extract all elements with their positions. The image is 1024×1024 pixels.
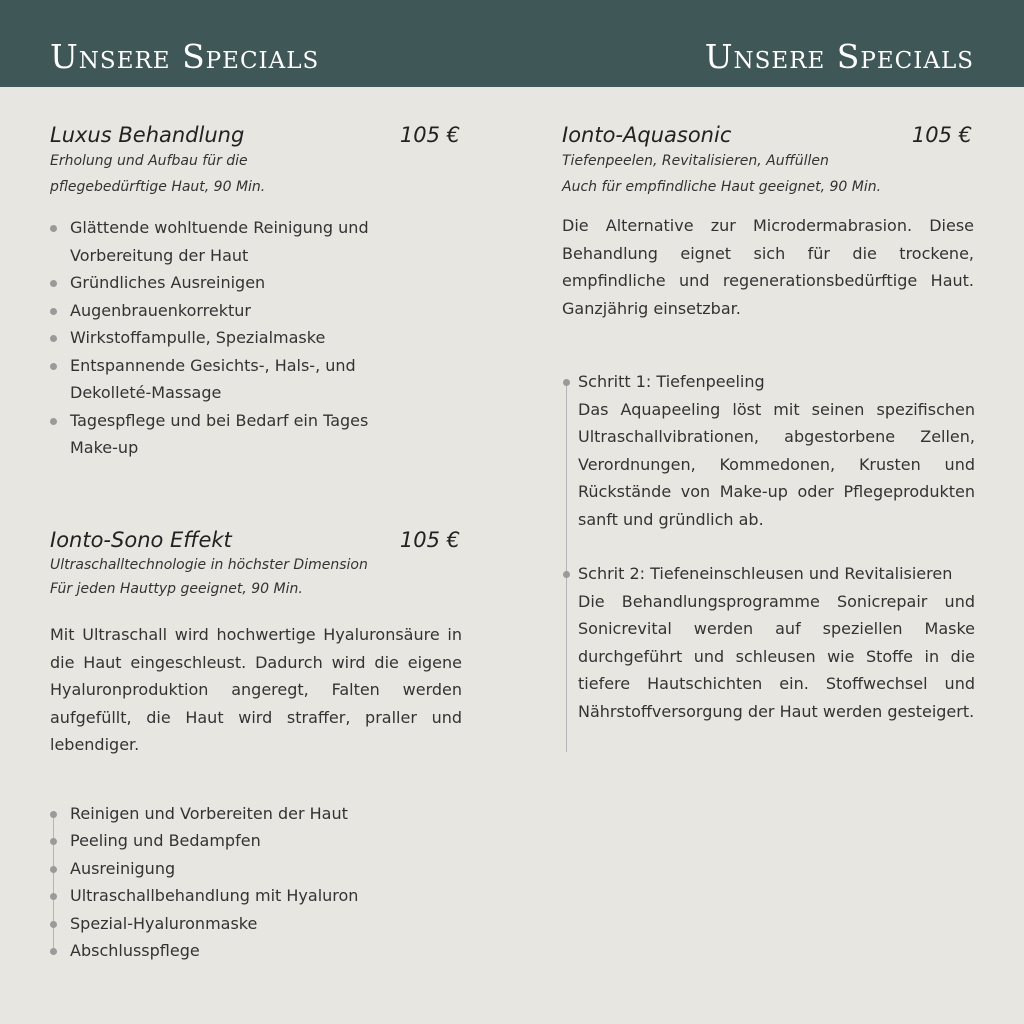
step-2-text: Die Behandlungsprogramme Sonicrepair und Sonicrevital werden auf speziellen Maske durchgeführt und schleusen wie Stoffe in die tiefere Hautschichten ein. Stoffwechsel und Nährstoffversorgung der Haut werden gesteigert. — [578, 591, 975, 721]
luxus-subtitle-1: Erholung und Aufbau für die — [50, 153, 248, 169]
luxus-subtitle-2: pflegebedürftige Haut, 90 Min. — [50, 179, 266, 195]
bullet-dot-icon — [50, 363, 57, 370]
sono-subtitle-2: Für jeden Hauttyp geeignet, 90 Min. — [50, 581, 303, 597]
header-bar — [0, 0, 1024, 87]
bullet-dot-icon — [50, 866, 57, 873]
list-item: Reinigen und Vorbereiten der Haut — [50, 800, 462, 828]
header-title-right: Unsere Specials — [704, 37, 974, 76]
bullet-dot-icon — [50, 893, 57, 900]
bullet-dot-icon — [563, 379, 570, 386]
step-1 — [563, 368, 975, 533]
list-item: Augenbrauenkorrektur — [50, 297, 460, 325]
aqua-price: 105 € — [911, 123, 972, 147]
aqua-subtitle-1: Tiefenpeelen, Revitalisieren, Auffüllen — [562, 153, 829, 169]
step-2 — [563, 560, 975, 725]
list-item: Make-up — [70, 438, 139, 457]
section-luxus — [50, 122, 460, 462]
bullet-dot-icon — [50, 280, 57, 287]
bullet-dot-icon — [50, 838, 57, 845]
bullet-dot-icon — [50, 921, 57, 928]
list-item: Vorbereitung der Haut — [70, 245, 249, 265]
bullet-dot-icon — [50, 308, 57, 315]
list-item: Ausreinigung — [50, 855, 462, 883]
list-item: Gründliches Ausreinigen — [50, 269, 460, 297]
aqua-subtitle-2: Auch für empfindliche Haut geeignet, 90 Min. — [562, 179, 882, 195]
step-1-text: Das Aquapeeling löst mit seinen spezifischen Ultraschallvibrationen, abgestorbene Zellen, Verordnungen, Kommedonen, Krusten und Rückstände von Make-up oder Pflegeprodukten sanft und gründlich ab. — [578, 399, 975, 529]
section-sono — [50, 527, 462, 965]
bullet-dot-icon — [50, 418, 57, 425]
list-item: Glättende wohltuende Reinigung und — [50, 214, 460, 242]
bullet-dot-icon — [50, 811, 57, 818]
sono-description: Mit Ultraschall wird hochwertige Hyaluronsäure in die Haut eingeschleust. Dadurch wird die eigene Hyaluronproduktion angeregt, Falten werden aufgefüllt, die Haut wird straffer, praller und lebendiger. — [50, 625, 462, 754]
luxus-list — [50, 214, 460, 462]
sono-subtitle-1: Ultraschalltechnologie in höchster Dimension — [50, 557, 368, 573]
bullet-dot-icon — [50, 225, 57, 232]
step-2-title: Schrit 2: Tiefeneinschleusen und Revitalisieren — [578, 564, 953, 583]
list-item: Peeling und Bedampfen — [50, 827, 462, 855]
list-item: Wirkstoffampulle, Spezialmaske — [50, 324, 460, 352]
sono-price: 105 € — [399, 528, 460, 552]
bullet-dot-icon — [563, 571, 570, 578]
sono-title: Ionto-Sono Effekt — [50, 528, 232, 552]
sono-list — [50, 800, 462, 965]
list-item: Entspannende Gesichts-, Hals-, und — [50, 352, 460, 380]
aqua-title: Ionto-Aquasonic — [562, 123, 732, 147]
header-title-left: Unsere Specials — [50, 37, 320, 76]
list-item: Spezial-Hyaluronmaske — [50, 910, 462, 938]
bullet-dot-icon — [50, 948, 57, 955]
luxus-price: 105 € — [399, 123, 460, 147]
bullet-dot-icon — [50, 335, 57, 342]
list-item: Tagespflege und bei Bedarf ein Tages — [50, 407, 460, 435]
list-item: Ultraschallbehandlung mit Hyaluron — [50, 882, 462, 910]
aqua-description: Die Alternative zur Microdermabrasion. Diese Behandlung eignet sich für die trockene, empfindliche und regenerationsbedürftige Haut. Ganzjährig einsetzbar. — [562, 216, 974, 318]
luxus-title: Luxus Behandlung — [50, 123, 245, 147]
step-1-title: Schritt 1: Tiefenpeeling — [578, 372, 765, 391]
aqua-steps — [563, 368, 975, 725]
list-item: Dekolleté-Massage — [70, 383, 222, 402]
section-aqua — [562, 122, 974, 322]
list-item: Abschlusspflege — [50, 937, 462, 965]
